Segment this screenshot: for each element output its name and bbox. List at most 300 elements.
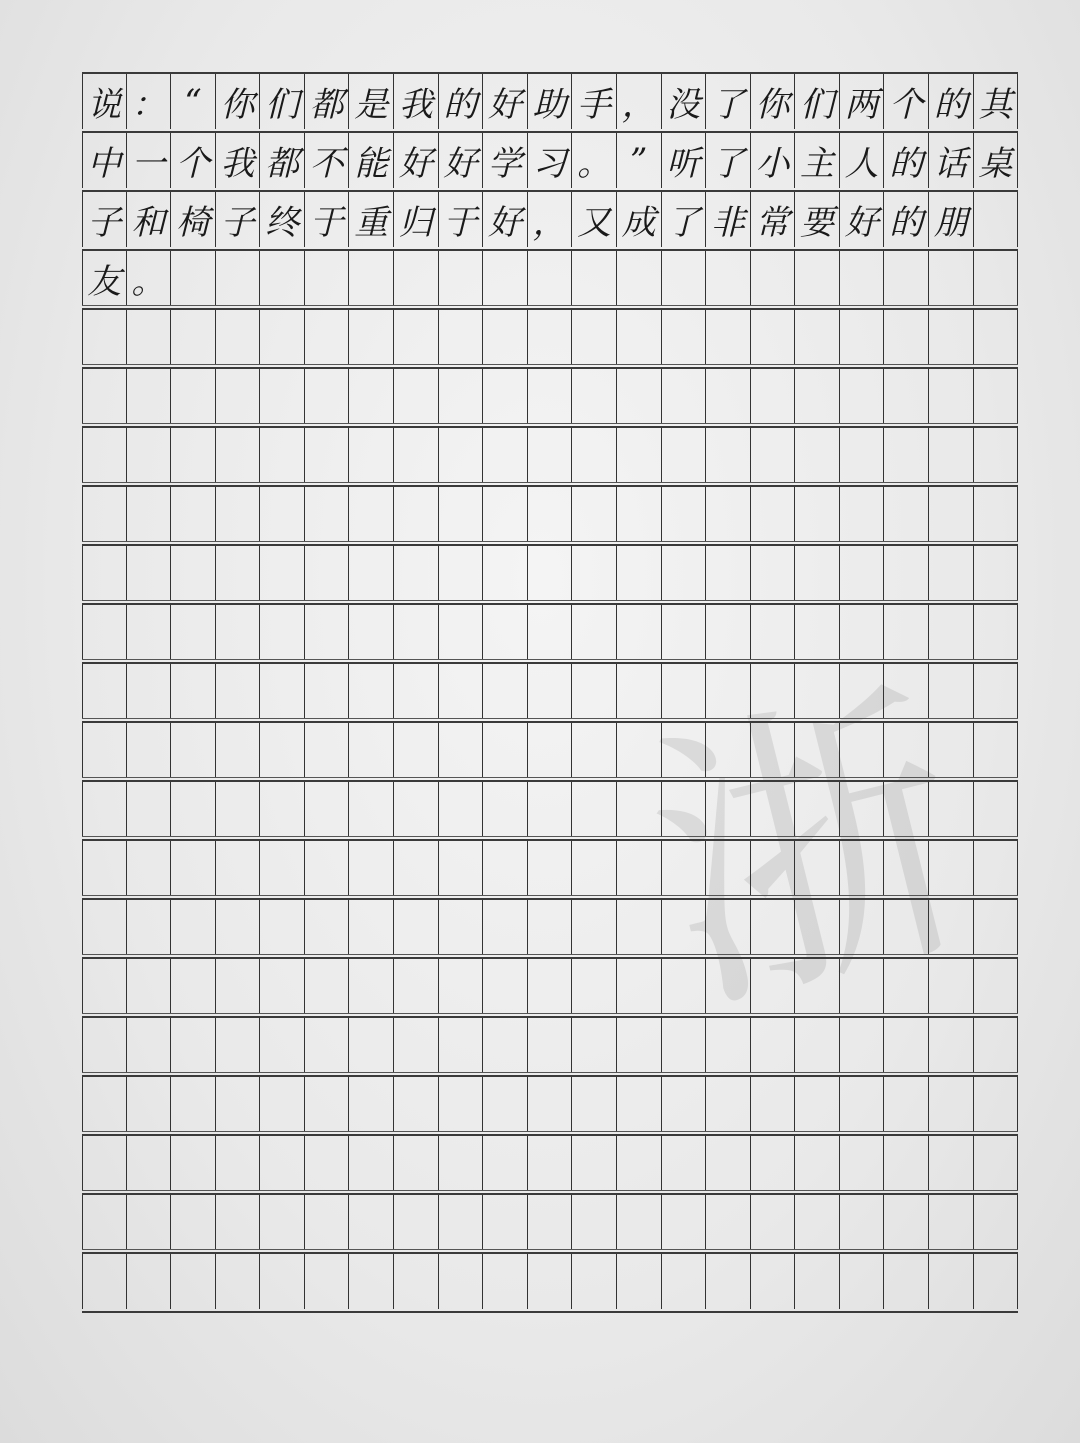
- grid-cell: 没: [662, 74, 707, 129]
- grid-cell: [751, 487, 796, 542]
- grid-cell: [929, 1018, 974, 1073]
- grid-cell: [127, 428, 172, 483]
- grid-cell: [305, 959, 350, 1014]
- grid-cell: [840, 487, 885, 542]
- grid-cell: [127, 723, 172, 778]
- grid-cell: 学: [483, 133, 528, 188]
- grid-cell: [127, 959, 172, 1014]
- grid-cell: [127, 1018, 172, 1073]
- grid-cell: [439, 1136, 484, 1191]
- grid-cell: 说: [82, 74, 127, 129]
- grid-cell: [840, 841, 885, 896]
- grid-cell: [840, 1077, 885, 1132]
- grid-row: [82, 839, 1018, 898]
- grid-cell: 们: [260, 74, 305, 129]
- grid-cell: [483, 428, 528, 483]
- grid-cell: [260, 1136, 305, 1191]
- grid-cell: 其: [974, 74, 1019, 129]
- grid-row: [82, 1193, 1018, 1252]
- grid-cell: [751, 369, 796, 424]
- grid-cell: [439, 251, 484, 306]
- grid-cell: [795, 959, 840, 1014]
- grid-cell: ：: [127, 74, 172, 129]
- grid-row: [82, 780, 1018, 839]
- grid-row: [82, 485, 1018, 544]
- grid-cell: [751, 959, 796, 1014]
- grid-cell: [974, 369, 1019, 424]
- grid-cell: [572, 1195, 617, 1250]
- grid-cell: [840, 1195, 885, 1250]
- grid-cell: [929, 664, 974, 719]
- grid-cell: [394, 605, 439, 660]
- grid-cell: [349, 782, 394, 837]
- grid-cell: [617, 310, 662, 365]
- grid-cell: [528, 369, 573, 424]
- grid-cell: [127, 546, 172, 601]
- grid-cell: [260, 369, 305, 424]
- grid-cell: [171, 369, 216, 424]
- grid-cell: [706, 251, 751, 306]
- grid-cell: 助: [528, 74, 573, 129]
- grid-cell: [260, 1195, 305, 1250]
- grid-cell: [706, 959, 751, 1014]
- grid-cell: [751, 1195, 796, 1250]
- grid-cell: [483, 959, 528, 1014]
- grid-cell: [216, 1136, 261, 1191]
- grid-cell: [617, 1254, 662, 1309]
- grid-cell: [305, 605, 350, 660]
- grid-cell: 好: [439, 133, 484, 188]
- grid-cell: [884, 428, 929, 483]
- grid-cell: [216, 251, 261, 306]
- grid-cell: [572, 428, 617, 483]
- grid-cell: [216, 664, 261, 719]
- grid-cell: 子: [82, 192, 127, 247]
- grid-cell: [483, 782, 528, 837]
- grid-row: [82, 1075, 1018, 1134]
- grid-bottom-border: [82, 1311, 1018, 1313]
- grid-cell: [840, 428, 885, 483]
- grid-cell: [260, 1077, 305, 1132]
- grid-cell: [706, 782, 751, 837]
- grid-cell: [394, 1254, 439, 1309]
- grid-cell: [127, 1077, 172, 1132]
- grid-cell: [171, 782, 216, 837]
- grid-cell: [528, 959, 573, 1014]
- grid-cell: [394, 1018, 439, 1073]
- grid-cell: [751, 546, 796, 601]
- grid-cell: [528, 310, 573, 365]
- grid-cell: 能: [349, 133, 394, 188]
- grid-cell: 椅: [171, 192, 216, 247]
- grid-cell: [127, 1195, 172, 1250]
- grid-row: [82, 190, 1018, 249]
- grid-cell: [884, 1077, 929, 1132]
- grid-cell: [260, 841, 305, 896]
- grid-cell: [127, 487, 172, 542]
- grid-cell: [528, 1018, 573, 1073]
- grid-cell: [706, 546, 751, 601]
- grid-cell: [974, 782, 1019, 837]
- grid-cell: 的: [929, 74, 974, 129]
- grid-cell: [82, 664, 127, 719]
- grid-cell: [260, 605, 305, 660]
- grid-cell: [751, 1077, 796, 1132]
- grid-cell: 子: [216, 192, 261, 247]
- grid-cell: [929, 1254, 974, 1309]
- grid-cell: [884, 1136, 929, 1191]
- grid-row: [82, 1252, 1018, 1311]
- grid-cell: [394, 959, 439, 1014]
- grid-cell: [439, 959, 484, 1014]
- grid-cell: [572, 900, 617, 955]
- grid-cell: [171, 310, 216, 365]
- grid-cell: [82, 605, 127, 660]
- grid-cell: [82, 1195, 127, 1250]
- grid-cell: [528, 251, 573, 306]
- grid-cell: [751, 1018, 796, 1073]
- grid-cell: [662, 546, 707, 601]
- grid-cell: [929, 428, 974, 483]
- grid-cell: [216, 487, 261, 542]
- grid-cell: [795, 1195, 840, 1250]
- grid-cell: [617, 487, 662, 542]
- grid-cell: [884, 310, 929, 365]
- grid-cell: [483, 1018, 528, 1073]
- grid-cell: 于: [305, 192, 350, 247]
- grid-cell: [171, 546, 216, 601]
- grid-cell: [349, 310, 394, 365]
- grid-cell: [216, 428, 261, 483]
- grid-cell: 了: [706, 74, 751, 129]
- grid-cell: [884, 900, 929, 955]
- grid-cell: [349, 251, 394, 306]
- grid-cell: [706, 1018, 751, 1073]
- grid-cell: 重: [349, 192, 394, 247]
- grid-cell: [706, 428, 751, 483]
- grid-cell: [929, 959, 974, 1014]
- grid-cell: [840, 1018, 885, 1073]
- grid-cell: 主: [795, 133, 840, 188]
- grid-cell: 。: [127, 251, 172, 306]
- grid-cell: [929, 310, 974, 365]
- grid-cell: [127, 1136, 172, 1191]
- grid-cell: [617, 959, 662, 1014]
- grid-cell: [394, 664, 439, 719]
- grid-cell: [572, 1254, 617, 1309]
- grid-cell: [795, 841, 840, 896]
- grid-cell: [171, 900, 216, 955]
- grid-cell: [305, 487, 350, 542]
- grid-cell: [216, 310, 261, 365]
- grid-cell: 你: [216, 74, 261, 129]
- grid-cell: [305, 1018, 350, 1073]
- grid-cell: [840, 1136, 885, 1191]
- grid-cell: 都: [305, 74, 350, 129]
- grid-cell: [483, 1195, 528, 1250]
- grid-cell: 的: [884, 133, 929, 188]
- grid-cell: 好: [840, 192, 885, 247]
- grid-cell: “: [171, 74, 216, 129]
- grid-cell: [305, 369, 350, 424]
- grid-cell: [171, 251, 216, 306]
- grid-cell: [795, 1077, 840, 1132]
- grid-cell: ，: [617, 74, 662, 129]
- grid-cell: [305, 1195, 350, 1250]
- grid-cell: [483, 369, 528, 424]
- watermark-seal: 浙: [621, 646, 998, 1058]
- writing-grid: [82, 72, 1018, 1311]
- grid-cell: [840, 1254, 885, 1309]
- grid-cell: [662, 782, 707, 837]
- grid-cell: 好: [483, 192, 528, 247]
- grid-cell: [394, 1136, 439, 1191]
- grid-cell: [751, 1136, 796, 1191]
- grid-cell: [260, 900, 305, 955]
- grid-cell: [171, 1254, 216, 1309]
- grid-cell: [751, 664, 796, 719]
- grid-cell: [127, 605, 172, 660]
- grid-cell: [572, 369, 617, 424]
- grid-cell: [216, 1195, 261, 1250]
- grid-cell: [439, 1018, 484, 1073]
- grid-cell: [439, 428, 484, 483]
- grid-cell: [795, 369, 840, 424]
- grid-cell: [528, 487, 573, 542]
- grid-cell: 两: [840, 74, 885, 129]
- grid-cell: [528, 546, 573, 601]
- grid-cell: [572, 1077, 617, 1132]
- grid-cell: [572, 251, 617, 306]
- grid-cell: [82, 1136, 127, 1191]
- grid-cell: [349, 1077, 394, 1132]
- grid-cell: [840, 546, 885, 601]
- grid-cell: [127, 1254, 172, 1309]
- grid-cell: [572, 959, 617, 1014]
- grid-cell: 。: [572, 133, 617, 188]
- grid-cell: [349, 487, 394, 542]
- grid-cell: [884, 782, 929, 837]
- grid-cell: [884, 1195, 929, 1250]
- grid-cell: [929, 487, 974, 542]
- grid-cell: [706, 1195, 751, 1250]
- grid-cell: [617, 1136, 662, 1191]
- grid-cell: [662, 369, 707, 424]
- grid-cell: [572, 664, 617, 719]
- grid-cell: [572, 605, 617, 660]
- grid-cell: [617, 723, 662, 778]
- grid-cell: [929, 546, 974, 601]
- grid-row: [82, 603, 1018, 662]
- grid-cell: [82, 310, 127, 365]
- grid-cell: [929, 1195, 974, 1250]
- grid-cell: [706, 900, 751, 955]
- grid-cell: [974, 251, 1019, 306]
- grid-cell: [572, 1018, 617, 1073]
- grid-row: [82, 131, 1018, 190]
- grid-row: [82, 1016, 1018, 1075]
- grid-cell: [751, 310, 796, 365]
- grid-cell: 听: [662, 133, 707, 188]
- grid-cell: [751, 605, 796, 660]
- grid-cell: [394, 723, 439, 778]
- grid-cell: 朋: [929, 192, 974, 247]
- grid-cell: [171, 1018, 216, 1073]
- grid-cell: [305, 664, 350, 719]
- grid-cell: [795, 487, 840, 542]
- grid-cell: [394, 841, 439, 896]
- grid-cell: 不: [305, 133, 350, 188]
- grid-cell: 个: [884, 74, 929, 129]
- grid-cell: [216, 1018, 261, 1073]
- grid-cell: [528, 605, 573, 660]
- grid-cell: [216, 782, 261, 837]
- grid-cell: 我: [394, 74, 439, 129]
- grid-cell: [974, 1195, 1019, 1250]
- grid-cell: [305, 1254, 350, 1309]
- grid-cell: [751, 841, 796, 896]
- grid-row: [82, 544, 1018, 603]
- grid-cell: [439, 841, 484, 896]
- grid-cell: [795, 251, 840, 306]
- grid-cell: [884, 605, 929, 660]
- grid-cell: [795, 723, 840, 778]
- grid-cell: 常: [751, 192, 796, 247]
- grid-cell: [305, 723, 350, 778]
- grid-cell: [305, 251, 350, 306]
- grid-cell: [82, 546, 127, 601]
- grid-cell: [929, 1136, 974, 1191]
- grid-cell: [706, 369, 751, 424]
- grid-cell: 个: [171, 133, 216, 188]
- grid-cell: [751, 900, 796, 955]
- grid-cell: [528, 1136, 573, 1191]
- grid-cell: [662, 1195, 707, 1250]
- grid-cell: [974, 1018, 1019, 1073]
- grid-cell: [617, 251, 662, 306]
- grid-cell: [260, 428, 305, 483]
- grid-cell: 了: [662, 192, 707, 247]
- grid-cell: 都: [260, 133, 305, 188]
- grid-cell: [884, 251, 929, 306]
- grid-cell: [260, 310, 305, 365]
- grid-row: [82, 426, 1018, 485]
- grid-cell: [483, 664, 528, 719]
- grid-cell: [929, 605, 974, 660]
- grid-cell: [662, 1136, 707, 1191]
- grid-cell: [662, 251, 707, 306]
- grid-cell: [171, 1195, 216, 1250]
- grid-row: [82, 721, 1018, 780]
- grid-cell: [528, 900, 573, 955]
- grid-cell: [617, 900, 662, 955]
- grid-cell: [305, 1077, 350, 1132]
- grid-cell: [216, 1254, 261, 1309]
- grid-cell: [260, 782, 305, 837]
- grid-cell: [216, 841, 261, 896]
- grid-cell: [439, 1254, 484, 1309]
- grid-cell: [439, 487, 484, 542]
- grid-cell: [974, 1136, 1019, 1191]
- grid-cell: [216, 959, 261, 1014]
- grid-cell: 了: [706, 133, 751, 188]
- grid-cell: [706, 1077, 751, 1132]
- grid-cell: [974, 605, 1019, 660]
- grid-cell: [439, 1195, 484, 1250]
- grid-cell: [439, 1077, 484, 1132]
- grid-cell: [662, 900, 707, 955]
- grid-cell: [572, 841, 617, 896]
- grid-cell: [528, 664, 573, 719]
- grid-cell: [260, 546, 305, 601]
- grid-cell: 习: [528, 133, 573, 188]
- grid-cell: [171, 723, 216, 778]
- grid-cell: 中: [82, 133, 127, 188]
- grid-cell: [974, 841, 1019, 896]
- grid-cell: [528, 1254, 573, 1309]
- grid-cell: 话: [929, 133, 974, 188]
- grid-cell: [662, 959, 707, 1014]
- grid-row: [82, 662, 1018, 721]
- grid-cell: [349, 1195, 394, 1250]
- grid-cell: [528, 841, 573, 896]
- grid-cell: [82, 1077, 127, 1132]
- grid-cell: [394, 782, 439, 837]
- grid-cell: [171, 428, 216, 483]
- grid-cell: [82, 428, 127, 483]
- grid-cell: [483, 546, 528, 601]
- grid-cell: [305, 428, 350, 483]
- grid-cell: [974, 723, 1019, 778]
- grid-cell: [706, 1254, 751, 1309]
- grid-cell: [82, 959, 127, 1014]
- grid-cell: [171, 1077, 216, 1132]
- grid-cell: [483, 900, 528, 955]
- grid-cell: [795, 546, 840, 601]
- grid-row: [82, 957, 1018, 1016]
- grid-cell: [840, 369, 885, 424]
- grid-cell: [483, 1136, 528, 1191]
- grid-cell: 要: [795, 192, 840, 247]
- grid-cell: [483, 1254, 528, 1309]
- grid-cell: [394, 251, 439, 306]
- grid-cell: [662, 428, 707, 483]
- grid-cell: [82, 1254, 127, 1309]
- grid-cell: [974, 428, 1019, 483]
- grid-cell: [884, 959, 929, 1014]
- grid-cell: [528, 723, 573, 778]
- grid-row: [82, 249, 1018, 308]
- grid-cell: [528, 1077, 573, 1132]
- grid-cell: [82, 782, 127, 837]
- grid-cell: [349, 723, 394, 778]
- grid-cell: [840, 664, 885, 719]
- grid-cell: [528, 1195, 573, 1250]
- grid-cell: [840, 782, 885, 837]
- grid-cell: [439, 664, 484, 719]
- grid-cell: [795, 1018, 840, 1073]
- grid-cell: [82, 487, 127, 542]
- grid-cell: [884, 546, 929, 601]
- grid-cell: [394, 900, 439, 955]
- grid-cell: [662, 723, 707, 778]
- grid-cell: [483, 251, 528, 306]
- grid-cell: [394, 546, 439, 601]
- grid-cell: [260, 251, 305, 306]
- grid-cell: [840, 310, 885, 365]
- grid-cell: [349, 1136, 394, 1191]
- grid-cell: [884, 1018, 929, 1073]
